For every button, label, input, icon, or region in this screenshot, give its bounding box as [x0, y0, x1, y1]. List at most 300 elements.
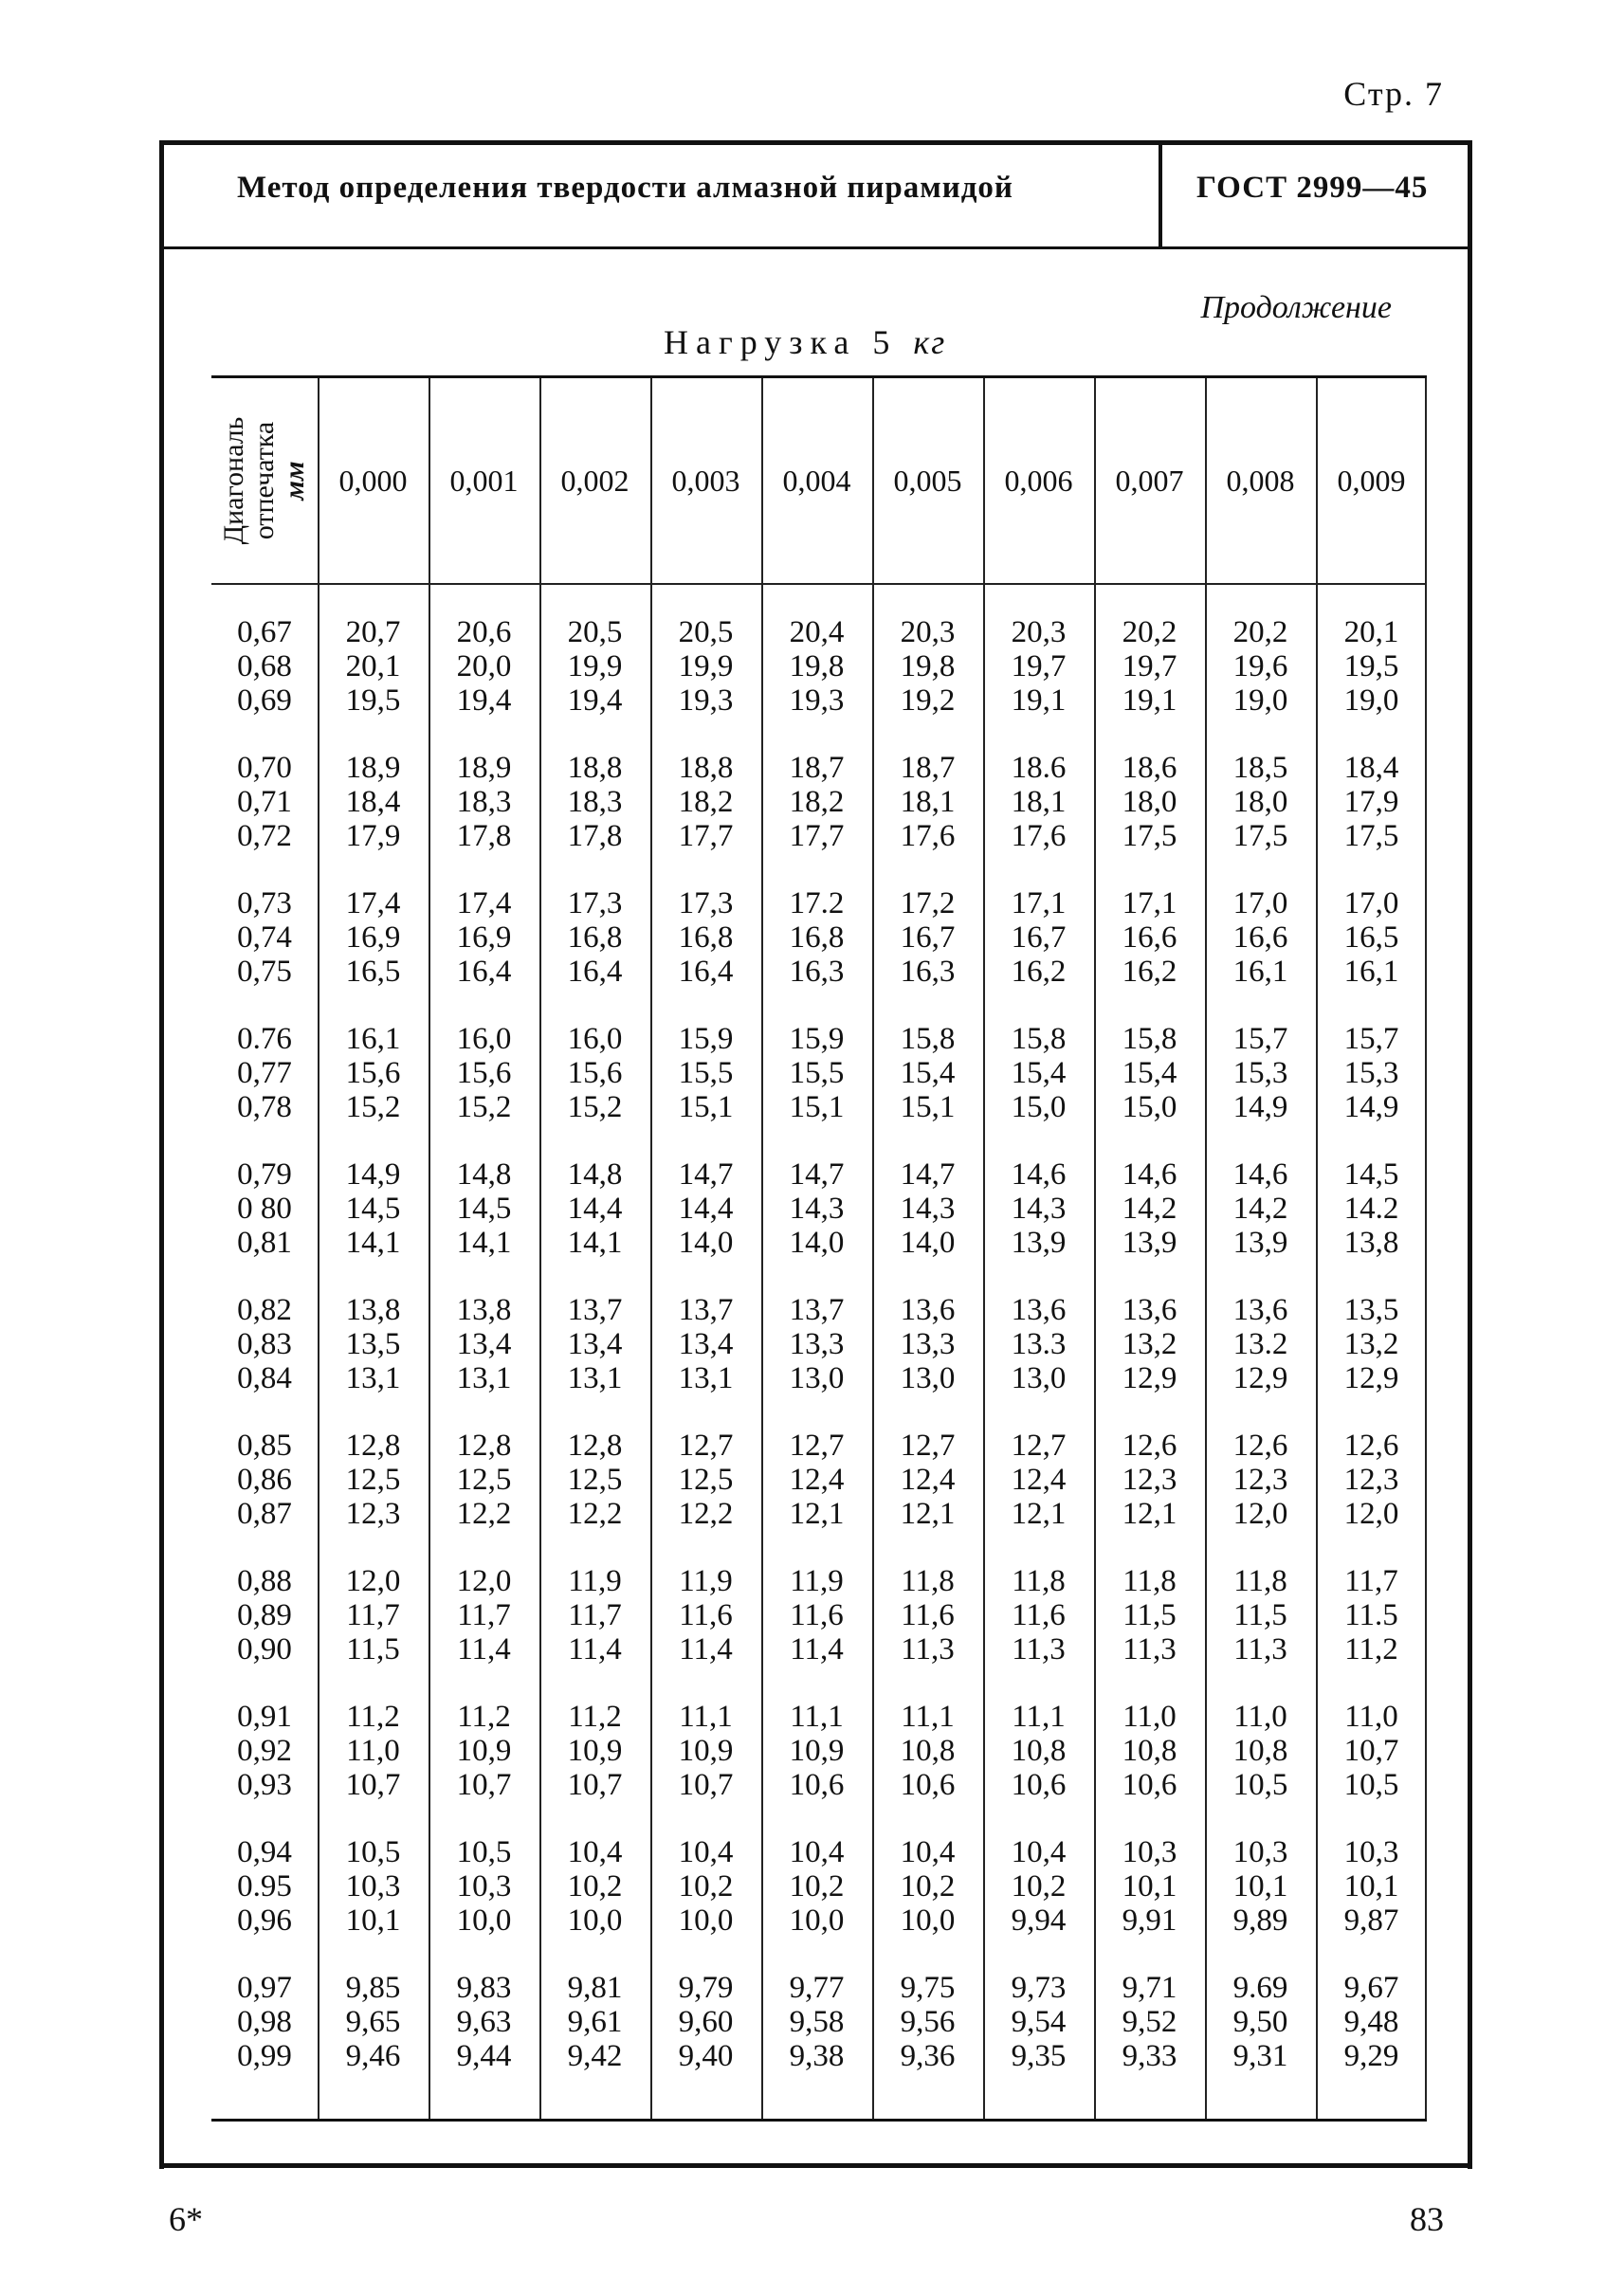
hardness-cell: 16,1 [1232, 955, 1288, 989]
hardness-cell: 9,81 [567, 1971, 623, 2005]
hardness-cell: 11,4 [568, 1632, 622, 1667]
header-bottom-rule [159, 246, 1472, 249]
column-header: 0,005 [893, 463, 962, 498]
table-row [211, 683, 1427, 718]
hardness-cell: 11,4 [790, 1632, 844, 1667]
hardness-cell: 15,3 [1232, 1056, 1288, 1090]
hardness-cell: 20,3 [1011, 615, 1067, 649]
hardness-cell: 15,5 [678, 1056, 734, 1090]
hardness-cell: 15,2 [567, 1090, 623, 1124]
hardness-cell: 12,9 [1232, 1361, 1288, 1395]
hardness-cell: 20,5 [678, 615, 734, 649]
hardness-cell: 16,8 [567, 920, 623, 955]
hardness-cell: 15,0 [1122, 1090, 1177, 1124]
diagonal-cell: 0,77 [237, 1056, 292, 1090]
hardness-cell: 20,6 [456, 615, 512, 649]
hardness-cell: 12,3 [1122, 1463, 1177, 1497]
diagonal-cell: 0,93 [237, 1768, 292, 1802]
hardness-cell: 13,5 [345, 1327, 401, 1361]
hardness-cell: 13,8 [1343, 1226, 1399, 1260]
hardness-cell: 13,6 [1011, 1293, 1067, 1327]
hardness-cell: 13,6 [1122, 1293, 1177, 1327]
diagonal-cell: 0 80 [237, 1192, 292, 1226]
hardness-cell: 17,8 [567, 819, 623, 853]
hardness-cell: 11,5 [1122, 1598, 1177, 1632]
hardness-cell: 16,0 [567, 1022, 623, 1056]
hardness-cell: 10,3 [456, 1869, 512, 1903]
diagonal-cell: 0.95 [237, 1869, 292, 1903]
hardness-cell: 14,4 [678, 1192, 734, 1226]
hardness-cell: 15,4 [1122, 1056, 1177, 1090]
hardness-cell: 11,8 [1233, 1564, 1287, 1598]
diagonal-cell: 0,87 [237, 1497, 292, 1531]
hardness-cell: 18,0 [1122, 785, 1177, 819]
hardness-cell: 11,4 [457, 1632, 511, 1667]
hardness-cell: 11,1 [1012, 1700, 1066, 1734]
hardness-cell: 10,7 [456, 1768, 512, 1802]
document-title: Метод определения твердости алмазной пирамидой [237, 171, 1013, 205]
hardness-cell: 9,73 [1011, 1971, 1067, 2005]
hardness-cell: 10,6 [789, 1768, 845, 1802]
diagonal-cell: 0,97 [237, 1971, 292, 2005]
hardness-cell: 12,7 [789, 1429, 845, 1463]
diagonal-cell: 0,90 [237, 1632, 292, 1667]
hardness-cell: 9,29 [1343, 2039, 1399, 2073]
hardness-cell: 10,7 [1343, 1734, 1399, 1768]
hardness-cell: 12,0 [1343, 1497, 1399, 1531]
hardness-cell: 13,8 [456, 1293, 512, 1327]
hardness-cell: 18,1 [900, 785, 956, 819]
hardness-cell: 20,5 [567, 615, 623, 649]
hardness-cell: 10,4 [567, 1835, 623, 1869]
hardness-cell: 16,6 [1122, 920, 1177, 955]
standard-code: ГОСТ 2999—45 [1196, 171, 1429, 205]
hardness-cell: 17,7 [678, 819, 734, 853]
hardness-cell: 20,4 [789, 615, 845, 649]
hardness-cell: 11.5 [1344, 1598, 1398, 1632]
hardness-cell: 14,5 [456, 1192, 512, 1226]
hardness-cell: 16,9 [456, 920, 512, 955]
diagonal-cell: 0,81 [237, 1226, 292, 1260]
hardness-cell: 17,0 [1343, 886, 1399, 920]
hardness-cell: 12,1 [1011, 1497, 1067, 1531]
hardness-cell: 10,0 [900, 1903, 956, 1938]
hardness-cell: 11,0 [1233, 1700, 1287, 1734]
hardness-cell: 17.2 [789, 886, 845, 920]
hardness-cell: 10,4 [900, 1835, 956, 1869]
hardness-cell: 10,0 [567, 1903, 623, 1938]
hardness-cell: 9,46 [345, 2039, 401, 2073]
hardness-cell: 15,0 [1011, 1090, 1067, 1124]
diagonal-cell: 0,94 [237, 1835, 292, 1869]
hardness-cell: 9,67 [1343, 1971, 1399, 2005]
column-header: 0,006 [1004, 463, 1073, 498]
hardness-cell: 13,7 [567, 1293, 623, 1327]
diagonal-cell: 0,73 [237, 886, 292, 920]
hardness-cell: 12,6 [1122, 1429, 1177, 1463]
table-row [211, 2005, 1427, 2039]
hardness-cell: 19,3 [678, 683, 734, 718]
hardness-cell: 11,3 [1122, 1632, 1177, 1667]
hardness-cell: 14,3 [1011, 1192, 1067, 1226]
hardness-cell: 18,1 [1011, 785, 1067, 819]
diagonal-cell: 0,75 [237, 955, 292, 989]
hardness-cell: 17,3 [678, 886, 734, 920]
hardness-cell: 11,5 [346, 1632, 400, 1667]
diagonal-cell: 0,71 [237, 785, 292, 819]
hardness-cell: 12,0 [345, 1564, 401, 1598]
hardness-cell: 9,63 [456, 2005, 512, 2039]
load-unit: кг [913, 323, 947, 361]
hardness-cell: 12,2 [567, 1497, 623, 1531]
hardness-cell: 10,7 [345, 1768, 401, 1802]
hardness-cell: 16,8 [678, 920, 734, 955]
hardness-cell: 14,6 [1122, 1157, 1177, 1192]
hardness-cell: 12,5 [456, 1463, 512, 1497]
hardness-cell: 17,4 [456, 886, 512, 920]
hardness-cell: 12,3 [345, 1497, 401, 1531]
hardness-cell: 13,0 [789, 1361, 845, 1395]
hardness-cell: 14,3 [900, 1192, 956, 1226]
hardness-cell: 11,1 [901, 1700, 955, 1734]
diagonal-cell: 0,91 [237, 1700, 292, 1734]
hardness-cell: 13,6 [900, 1293, 956, 1327]
hardness-cell: 10,3 [1232, 1835, 1288, 1869]
table-row [211, 1056, 1427, 1090]
hardness-cell: 9,38 [789, 2039, 845, 2073]
hardness-cell: 18,2 [678, 785, 734, 819]
diagonal-cell: 0,88 [237, 1564, 292, 1598]
hardness-cell: 11,9 [679, 1564, 733, 1598]
hardness-cell: 16,1 [1343, 955, 1399, 989]
hardness-cell: 13.2 [1232, 1327, 1288, 1361]
hardness-cell: 10,7 [678, 1768, 734, 1802]
column-header: 0,000 [338, 463, 408, 498]
hardness-cell: 17,3 [567, 886, 623, 920]
hardness-cell: 13,2 [1343, 1327, 1399, 1361]
hardness-cell: 9,94 [1011, 1903, 1067, 1938]
hardness-cell: 10,3 [1122, 1835, 1177, 1869]
diagonal-cell: 0,99 [237, 2039, 292, 2073]
hardness-cell: 17,1 [1011, 886, 1067, 920]
hardness-cell: 16,8 [789, 920, 845, 955]
hardness-cell: 11,6 [679, 1598, 733, 1632]
hardness-cell: 9,56 [900, 2005, 956, 2039]
hardness-cell: 13,2 [1122, 1327, 1177, 1361]
hardness-cell: 15,8 [900, 1022, 956, 1056]
hardness-cell: 13,7 [678, 1293, 734, 1327]
hardness-cell: 13,1 [456, 1361, 512, 1395]
hardness-cell: 12,7 [900, 1429, 956, 1463]
hardness-cell: 14,0 [789, 1226, 845, 1260]
hardness-cell: 9,44 [456, 2039, 512, 2073]
hardness-cell: 9,42 [567, 2039, 623, 2073]
hardness-cell: 11,8 [1122, 1564, 1177, 1598]
hardness-cell: 16,3 [789, 955, 845, 989]
hardness-cell: 10,8 [1122, 1734, 1177, 1768]
hardness-cell: 19,1 [1122, 683, 1177, 718]
hardness-cell: 11,0 [1344, 1700, 1398, 1734]
hardness-cell: 14,9 [1343, 1090, 1399, 1124]
diagonal-cell: 0,79 [237, 1157, 292, 1192]
diagonal-cell: 0,69 [237, 683, 292, 718]
hardness-cell: 13,5 [1343, 1293, 1399, 1327]
hardness-cell: 15,9 [789, 1022, 845, 1056]
column-header: 0,003 [671, 463, 740, 498]
frame-left-rule [159, 140, 164, 2169]
hardness-cell: 9,35 [1011, 2039, 1067, 2073]
hardness-cell: 10,2 [1011, 1869, 1067, 1903]
hardness-cell: 14,2 [1232, 1192, 1288, 1226]
diagonal-cell: 0,72 [237, 819, 292, 853]
hardness-cell: 20,2 [1122, 615, 1177, 649]
frame-bottom-rule [159, 2163, 1472, 2168]
hardness-cell: 11,6 [790, 1598, 844, 1632]
hardness-cell: 19,0 [1232, 683, 1288, 718]
hardness-cell: 14,4 [567, 1192, 623, 1226]
hardness-cell: 12,3 [1232, 1463, 1288, 1497]
diagonal-cell: 0,98 [237, 2005, 292, 2039]
hardness-cell: 11,2 [346, 1700, 400, 1734]
hardness-cell: 18,4 [1343, 751, 1399, 785]
hardness-cell: 11,9 [568, 1564, 622, 1598]
hardness-cell: 12,1 [900, 1497, 956, 1531]
table-row [211, 1327, 1427, 1361]
hardness-cell: 13,1 [678, 1361, 734, 1395]
hardness-cell: 20,1 [345, 649, 401, 683]
hardness-cell: 12,4 [900, 1463, 956, 1497]
diagonal-cell: 0,67 [237, 615, 292, 649]
hardness-cell: 18,8 [567, 751, 623, 785]
hardness-cell: 13,0 [1011, 1361, 1067, 1395]
table-row [211, 649, 1427, 683]
row-header-text [219, 386, 310, 575]
hardness-cell: 9,31 [1232, 2039, 1288, 2073]
hardness-cell: 11,2 [568, 1700, 622, 1734]
hardness-cell: 18,9 [345, 751, 401, 785]
hardness-cell: 11,4 [679, 1632, 733, 1667]
hardness-cell: 18,6 [1122, 751, 1177, 785]
row-header-cell [211, 378, 318, 583]
diagonal-cell: 0,82 [237, 1293, 292, 1327]
table-row [211, 920, 1427, 955]
table-row [211, 2039, 1427, 2073]
hardness-cell: 9,60 [678, 2005, 734, 2039]
hardness-cell: 19,9 [567, 649, 623, 683]
table-row [211, 1734, 1427, 1768]
hardness-cell: 17,2 [900, 886, 956, 920]
hardness-cell: 10,9 [567, 1734, 623, 1768]
hardness-cell: 16,4 [567, 955, 623, 989]
diagonal-cell: 0,86 [237, 1463, 292, 1497]
hardness-cell: 17,9 [345, 819, 401, 853]
hardness-cell: 13,1 [345, 1361, 401, 1395]
hardness-cell: 9,50 [1232, 2005, 1288, 2039]
hardness-cell: 11,7 [457, 1598, 511, 1632]
hardness-cell: 13,3 [789, 1327, 845, 1361]
table-row [211, 1497, 1427, 1531]
hardness-cell: 15,5 [789, 1056, 845, 1090]
hardness-cell: 11,7 [346, 1598, 400, 1632]
hardness-cell: 11,3 [1233, 1632, 1287, 1667]
hardness-cell: 15,4 [1011, 1056, 1067, 1090]
hardness-cell: 15,8 [1122, 1022, 1177, 1056]
hardness-cell: 12,9 [1343, 1361, 1399, 1395]
hardness-cell: 10,3 [1343, 1835, 1399, 1869]
hardness-cell: 12,2 [456, 1497, 512, 1531]
table-row [211, 751, 1427, 785]
hardness-cell: 18,7 [900, 751, 956, 785]
hardness-cell: 13,4 [567, 1327, 623, 1361]
hardness-cell: 19,7 [1011, 649, 1067, 683]
hardness-cell: 16,2 [1011, 955, 1067, 989]
hardness-cell: 20,2 [1232, 615, 1288, 649]
hardness-cell: 12,5 [678, 1463, 734, 1497]
hardness-cell: 13.3 [1011, 1327, 1067, 1361]
hardness-cell: 19,5 [1343, 649, 1399, 683]
hardness-cell: 11,9 [790, 1564, 844, 1598]
hardness-cell: 9,40 [678, 2039, 734, 2073]
hardness-cell: 9,65 [345, 2005, 401, 2039]
hardness-cell: 10,0 [678, 1903, 734, 1938]
hardness-cell: 9,79 [678, 1971, 734, 2005]
hardness-cell: 10,9 [789, 1734, 845, 1768]
hardness-cell: 11,1 [790, 1700, 844, 1734]
hardness-cell: 9.69 [1232, 1971, 1288, 2005]
hardness-cell: 14,0 [678, 1226, 734, 1260]
diagonal-cell: 0,74 [237, 920, 292, 955]
column-header: 0,008 [1226, 463, 1295, 498]
diagonal-cell: 0.76 [237, 1022, 292, 1056]
column-header: 0,002 [560, 463, 630, 498]
hardness-cell: 20,7 [345, 615, 401, 649]
hardness-cell: 15,1 [789, 1090, 845, 1124]
hardness-cell: 14,9 [345, 1157, 401, 1192]
table-row [211, 1361, 1427, 1395]
hardness-cell: 10,8 [1232, 1734, 1288, 1768]
table-row [211, 819, 1427, 853]
page-label: Стр. 7 [1343, 75, 1444, 113]
hardness-cell: 9,36 [900, 2039, 956, 2073]
hardness-cell: 9,77 [789, 1971, 845, 2005]
hardness-cell: 10,2 [678, 1869, 734, 1903]
hardness-cell: 17,0 [1232, 886, 1288, 920]
hardness-cell: 16,7 [1011, 920, 1067, 955]
hardness-cell: 16,5 [1343, 920, 1399, 955]
hardness-cell: 12,8 [456, 1429, 512, 1463]
hardness-cell: 9,83 [456, 1971, 512, 2005]
hardness-cell: 12,8 [345, 1429, 401, 1463]
hardness-cell: 19,4 [567, 683, 623, 718]
hardness-cell: 10,2 [900, 1869, 956, 1903]
table-row [211, 886, 1427, 920]
hardness-cell: 12,4 [789, 1463, 845, 1497]
diagonal-cell: 0,78 [237, 1090, 292, 1124]
hardness-cell: 19,5 [345, 683, 401, 718]
hardness-cell: 11,6 [1012, 1598, 1066, 1632]
column-header: 0,007 [1115, 463, 1184, 498]
hardness-cell: 11,6 [901, 1598, 955, 1632]
hardness-cell: 11,3 [1012, 1632, 1066, 1667]
footer-page-number: 83 [1410, 2200, 1444, 2238]
hardness-cell: 14,1 [345, 1226, 401, 1260]
footer-signature-mark: 6* [169, 2200, 203, 2238]
hardness-cell: 10,5 [1232, 1768, 1288, 1802]
hardness-cell: 12,6 [1232, 1429, 1288, 1463]
hardness-cell: 15,7 [1232, 1022, 1288, 1056]
table-row [211, 1632, 1427, 1667]
hardness-cell: 17,5 [1343, 819, 1399, 853]
hardness-cell: 14,7 [900, 1157, 956, 1192]
hardness-cell: 12,3 [1343, 1463, 1399, 1497]
hardness-cell: 12,1 [789, 1497, 845, 1531]
column-header: 0,004 [782, 463, 851, 498]
hardness-cell: 16,2 [1122, 955, 1177, 989]
hardness-cell: 10,6 [900, 1768, 956, 1802]
hardness-cell: 18.6 [1011, 751, 1067, 785]
load-caption [664, 322, 946, 362]
hardness-cell: 16,1 [345, 1022, 401, 1056]
hardness-cell: 15,3 [1343, 1056, 1399, 1090]
hardness-cell: 15,2 [345, 1090, 401, 1124]
hardness-cell: 14,8 [456, 1157, 512, 1192]
table-row [211, 1022, 1427, 1056]
diagonal-cell: 0,70 [237, 751, 292, 785]
header-divider [1159, 140, 1162, 246]
hardness-cell: 10,4 [789, 1835, 845, 1869]
hardness-cell: 11,7 [1344, 1564, 1398, 1598]
hardness-cell: 17,6 [900, 819, 956, 853]
hardness-cell: 10,1 [345, 1903, 401, 1938]
hardness-cell: 20,1 [1343, 615, 1399, 649]
hardness-cell: 9,52 [1122, 2005, 1177, 2039]
hardness-table [211, 375, 1427, 2122]
hardness-cell: 13,3 [900, 1327, 956, 1361]
diagonal-cell: 0,89 [237, 1598, 292, 1632]
table-row [211, 1157, 1427, 1192]
hardness-cell: 20,3 [900, 615, 956, 649]
hardness-cell: 14,1 [456, 1226, 512, 1260]
hardness-cell: 11,7 [568, 1598, 622, 1632]
hardness-cell: 19,1 [1011, 683, 1067, 718]
hardness-cell: 9,75 [900, 1971, 956, 2005]
table-row [211, 1293, 1427, 1327]
hardness-cell: 11,8 [901, 1564, 955, 1598]
hardness-cell: 9,85 [345, 1971, 401, 2005]
diagonal-cell: 0,84 [237, 1361, 292, 1395]
hardness-cell: 11,8 [1012, 1564, 1066, 1598]
hardness-cell: 12,1 [1122, 1497, 1177, 1531]
table-row [211, 1090, 1427, 1124]
hardness-cell: 12,4 [1011, 1463, 1067, 1497]
hardness-cell: 12,5 [345, 1463, 401, 1497]
table-row [211, 1598, 1427, 1632]
hardness-cell: 11,0 [1122, 1700, 1177, 1734]
table-row [211, 1971, 1427, 2005]
table-row [211, 785, 1427, 819]
table-row [211, 1226, 1427, 1260]
hardness-cell: 19,6 [1232, 649, 1288, 683]
hardness-cell: 9,91 [1122, 1903, 1177, 1938]
hardness-cell: 10,0 [456, 1903, 512, 1938]
hardness-cell: 15,2 [456, 1090, 512, 1124]
hardness-cell: 10,1 [1122, 1869, 1177, 1903]
hardness-cell: 19,0 [1343, 683, 1399, 718]
hardness-cell: 14,2 [1122, 1192, 1177, 1226]
hardness-cell: 10,4 [1011, 1835, 1067, 1869]
hardness-cell: 13,1 [567, 1361, 623, 1395]
hardness-cell: 9,61 [567, 2005, 623, 2039]
